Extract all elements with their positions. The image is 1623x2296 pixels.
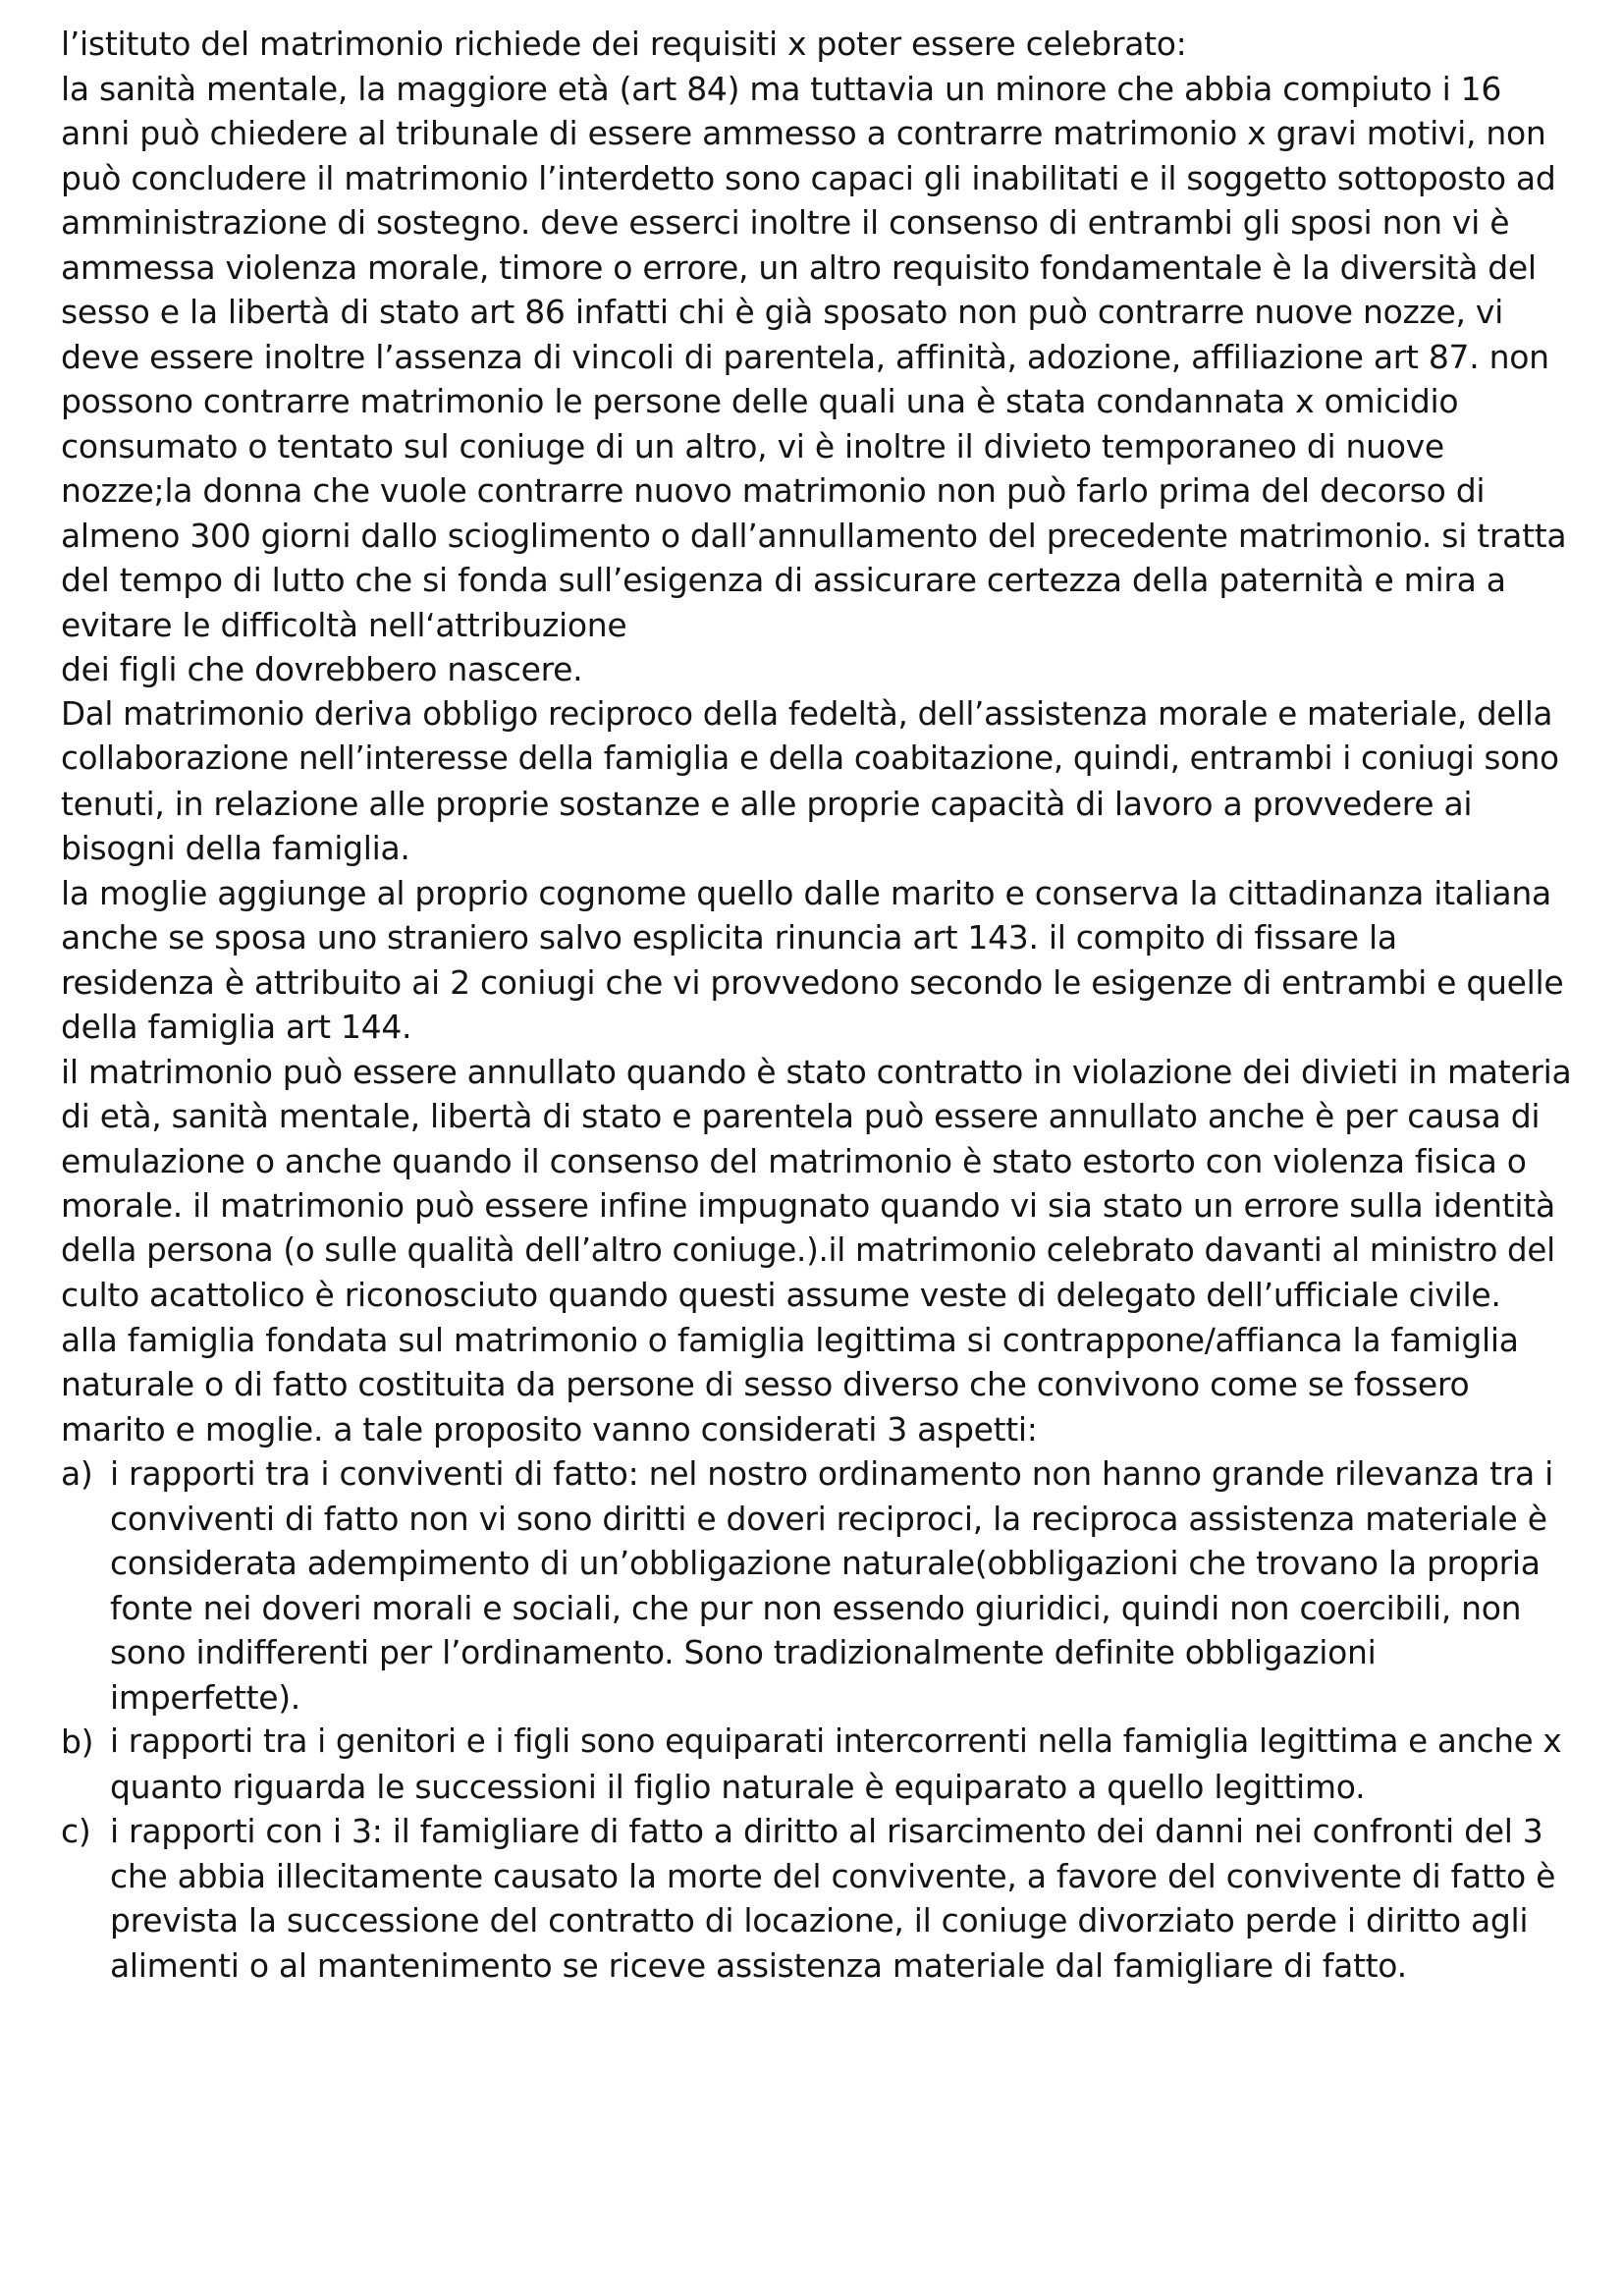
list-item-line: sono indifferenti per l’ordinamento. Sono tradizionalmente definite obbligazioni — [110, 1633, 1377, 1671]
text-line: deve essere inoltre l’assenza di vincoli di parentela, affinità, adozione, affiliazione art 87. non — [61, 337, 1549, 376]
text-line: evitare le difficoltà nell‘attribuzione — [61, 605, 627, 644]
list-item-line: conviventi di fatto non vi sono diritti e doveri reciproci, la reciproca assistenza materiale è — [110, 1499, 1547, 1538]
list-item-line: alimenti o al mantenimento se riceve assistenza materiale dal famigliare di fatto. — [110, 1945, 1407, 1985]
text-line: della persona (o sulle qualità dell’altro coniuge.).il matrimonio celebrato davanti al ministro del — [61, 1230, 1555, 1269]
list-item-line: che abbia illecitamente causato la morte del convivente, a favore del convivente di fatto è — [110, 1856, 1556, 1895]
list-item-line: prevista la successione del contratto di locazione, il coniuge divorziato perde i diritto agli — [110, 1901, 1529, 1940]
text-line: collaborazione nell’interesse della famiglia e della coabitazione, quindi, entrambi i coniugi sono — [61, 739, 1559, 777]
text-line: naturale o di fatto costituita da persone di sesso diverso che convivono come se fossero — [61, 1365, 1470, 1403]
text-line: l’istituto del matrimonio richiede dei requisiti x poter essere celebrato: — [61, 25, 1187, 63]
list-item-label: b) — [61, 1722, 94, 1761]
list-item-line: quanto riguarda le successioni il figlio naturale è equiparato a quello legittimo. — [110, 1767, 1366, 1806]
list-item — [61, 1451, 1573, 1720]
list-item-label: c) — [61, 1812, 91, 1850]
text-line: possono contrarre matrimonio le persone delle quali una è stata condannata x omicidio — [61, 382, 1459, 420]
text-line: anni può chiedere al tribunale di essere ammesso a contrarre matrimonio x gravi motivi, non — [61, 114, 1546, 152]
text-line: la sanità mentale, la maggiore età (art 84) ma tuttavia un minore che abbia compiuto i 16 — [61, 69, 1502, 108]
intro-paragraphs — [61, 22, 1573, 1451]
text-line: sesso e la libertà di stato art 86 infatti chi è già sposato non può contrarre nuove nozze, vi — [61, 293, 1503, 331]
text-line: morale. il matrimonio può essere infine impugnato quando vi sia stato un errore sulla identità — [61, 1186, 1555, 1225]
text-line: almeno 300 giorni dallo scioglimento o dall’annullamento del precedente matrimonio. si tratta — [61, 516, 1567, 555]
text-line: ammessa violenza morale, timore o errore, un altro requisito fondamentale è la diversità del — [61, 247, 1537, 287]
text-line: il matrimonio può essere annullato quando è stato contratto in violazione dei divieti in materia — [61, 1052, 1572, 1091]
text-line: residenza è attribuito ai 2 coniugi che vi provvedono secondo le esigenze di entrambi e quelle — [61, 962, 1564, 1002]
document-page — [61, 22, 1573, 1988]
text-line: amministrazione di sostegno. deve esserci inoltre il consenso di entrambi gli sposi non vi è — [61, 203, 1510, 242]
aspects-list — [61, 1451, 1573, 1988]
text-line: anche se sposa uno straniero salvo esplicita rinuncia art 143. il compito di fissare la — [61, 918, 1397, 957]
text-line: della famiglia art 144. — [61, 1008, 412, 1046]
text-line: Dal matrimonio deriva obbligo reciproco della fedeltà, dell’assistenza morale e materiale, della — [61, 694, 1553, 733]
text-line: alla famiglia fondata sul matrimonio o famiglia legittima si contrappone/affianca la famiglia — [61, 1320, 1519, 1359]
text-line: nozze;la donna che vuole contrarre nuovo matrimonio non può farlo prima del decorso di — [61, 471, 1486, 510]
text-line: marito e moglie. a tale proposito vanno considerati 3 aspetti: — [61, 1409, 1038, 1449]
list-item-line: fonte nei doveri morali e sociali, che pur non essendo giuridici, quindi non coercibili, non — [110, 1588, 1522, 1627]
list-item-label: a) — [61, 1454, 93, 1493]
text-line: del tempo di lutto che si fonda sull’esigenza di assicurare certezza della paternità e mira a — [61, 561, 1506, 599]
text-line: la moglie aggiunge al proprio cognome quello dalle marito e conserva la cittadinanza italiana — [61, 873, 1551, 912]
list-item — [61, 1809, 1573, 1988]
text-line: può concludere il matrimonio l’interdetto sono capaci gli inabilitati e il soggetto sottoposto ad — [61, 158, 1556, 197]
text-line: dei figli che dovrebbero nascere. — [61, 650, 583, 688]
list-item-line: i rapporti tra i conviventi di fatto: nel nostro ordinamento non hanno grande rilevanza tra i — [110, 1454, 1553, 1493]
list-item-line: considerata adempimento di un’obbligazione naturale(obbligazioni che trovano la propria — [110, 1544, 1541, 1582]
text-line: consumato o tentato sul coniuge di un altro, vi è inoltre il divieto temporaneo di nuove — [61, 426, 1444, 465]
list-item-line: i rapporti con i 3: il famigliare di fatto a diritto al risarcimento dei danni nei confronti del 3 — [110, 1812, 1543, 1850]
list-item-line: imperfette). — [110, 1677, 300, 1717]
list-item — [61, 1720, 1573, 1809]
text-line: tenuti, in relazione alle proprie sostanze e alle proprie capacità di lavoro a provvedere ai — [61, 784, 1473, 823]
text-line: bisogni della famiglia. — [61, 829, 410, 867]
text-line: emulazione o anche quando il consenso del matrimonio è stato estorto con violenza fisica o — [61, 1141, 1527, 1180]
text-line: di età, sanità mentale, libertà di stato e parentela può essere annullato anche è per causa di — [61, 1097, 1541, 1135]
list-item-line: i rapporti tra i genitori e i figli sono equiparati intercorrenti nella famiglia legittima e anche x — [110, 1722, 1562, 1760]
text-line: culto acattolico è riconosciuto quando questi assume veste di delegato dell’ufficiale civile. — [61, 1276, 1501, 1314]
